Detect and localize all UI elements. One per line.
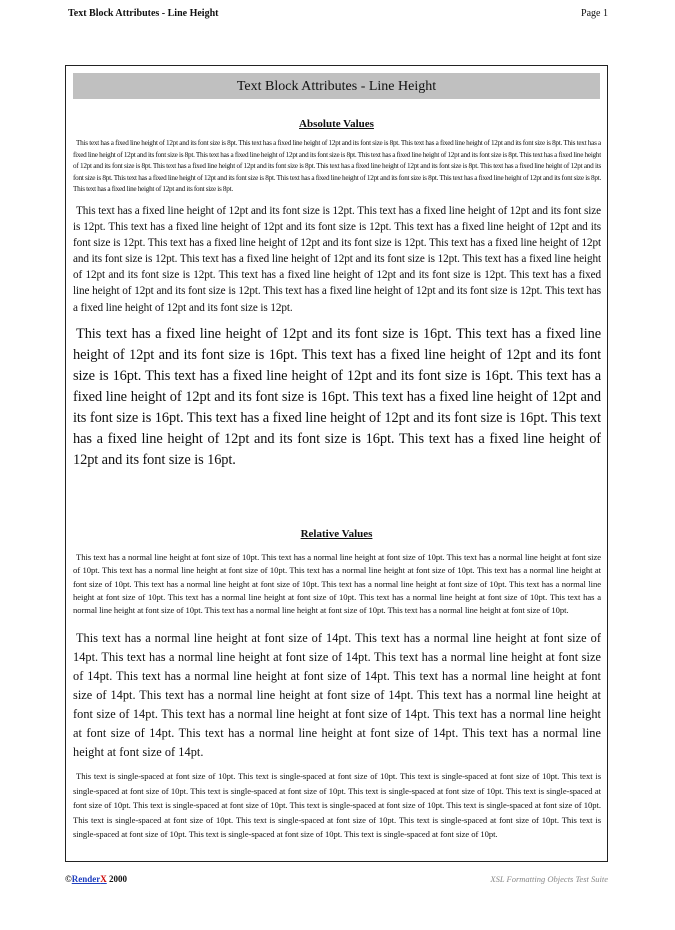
- brand-render: Render: [71, 874, 101, 884]
- footer-year: 2000: [106, 874, 127, 884]
- copyright-symbol: ©: [65, 874, 72, 884]
- renderx-link[interactable]: [72, 874, 107, 884]
- running-header-title: Text Block Attributes - Line Height: [68, 8, 219, 19]
- footer-suite-label: XSL Formatting Objects Test Suite: [490, 874, 608, 884]
- text-block-14pt-normal: This text has a normal line height at font size of 14pt. This text has a normal line height at font size of 14pt. This text has a normal line height at font size of 14pt. This text has a normal line height at font size of 14pt. This text has a normal line height at font size of 14pt. This text has a normal line height at font size of 14pt. This text has a normal line height at font size of 14pt. This text has a normal line height at font size of 14pt. This text has a normal line height at font size of 14pt. This text has a normal line height at font size of 14pt. This text has a normal line height at font size of 14pt. This text has a normal line height at font size of 14pt.: [73, 631, 601, 759]
- text-block-10pt-normal: This text has a normal line height at font size of 10pt. This text has a normal line height at font size of 10pt. This text has a normal line height at font size of 10pt. This text has a normal line height at font size of 10pt. This text has a normal line height at font size of 10pt. This text has a normal line height at font size of 10pt. This text has a normal line height at font size of 10pt. This text has a normal line height at font size of 10pt. This text has a normal line height at font size of 10pt. This text has a normal line height at font size of 10pt. This text has a normal line height at font size of 10pt. This text has a normal line height at font size of 10pt. This text has a normal line height at font size of 10pt. This text has a normal line height at font size of 10pt.: [73, 552, 601, 616]
- footer-copyright: [65, 874, 127, 884]
- section-heading-absolute: Absolute Values: [299, 118, 374, 130]
- page-title: Text Block Attributes - Line Height: [73, 73, 600, 99]
- text-block-12pt: This text has a fixed line height of 12pt and its font size is 12pt. This text has a fixed line height of 12pt and its font size is 12pt. This text has a fixed line height of 12pt and its font size is 12pt. This text has a fixed line height of 12pt and its font size is 12pt. This text has a fixed line height of 12pt and its font size is 12pt. This text has a fixed line height of 12pt and its font size is 12pt. This text has a fixed line height of 12pt and its font size is 12pt. This text has a fixed line height of 12pt and its font size is 12pt. This text has a fixed line height of 12pt and its font size is 12pt. This text has a fixed line height of 12pt and its font size is 12pt. This text has a fixed line height of 12pt and its font size is 12pt. This text has a fixed line height of 12pt and its font size is 12pt.: [73, 205, 601, 314]
- text-block-8pt: This text has a fixed line height of 12pt and its font size is 8pt. This text has a fixed line height of 12pt and its font size is 8pt. This text has a fixed line height of 12pt and its font size is 8pt. This text has a fixed line height of 12pt and its font size is 8pt. This text has a fixed line height of 12pt and its font size is 8pt. This text has a fixed line height of 12pt and its font size is 8pt. This text has a fixed line height of 12pt and its font size is 8pt. This text has a fixed line height of 12pt and its font size is 8pt. This text has a fixed line height of 12pt and its font size is 8pt. This text has a fixed line height of 12pt and its font size is 8pt. This text has a fixed line height of 12pt and its font size is 8pt. This text has a fixed line height of 12pt and its font size is 8pt. This text has a fixed line height of 12pt and its font size is 8pt. This text has a fixed line height of 12pt and its font size is 8pt.: [73, 139, 601, 194]
- page-number: Page 1: [581, 8, 608, 19]
- section-heading-relative: Relative Values: [300, 528, 373, 540]
- text-block-10pt-single: This text is single-spaced at font size of 10pt. This text is single-spaced at font size of 10pt. This text is single-spaced at font size of 10pt. This text is single-spaced at font size of 10pt. This text is single-spaced at font size of 10pt. This text is single-spaced at font size of 10pt. This text is single-spaced at font size of 10pt. This text is single-spaced at font size of 10pt. This text is single-spaced at font size of 10pt. This text is single-spaced at font size of 10pt. This text is single-spaced at font size of 10pt. This text is single-spaced at font size of 10pt. This text is single-spaced at font size of 10pt. This text is single-spaced at font size of 10pt. This text is single-spaced at font size of 10pt. This text is single-spaced at font size of 10pt.: [73, 771, 601, 839]
- text-block-16pt: This text has a fixed line height of 12pt and its font size is 16pt. This text has a fixed line height of 12pt and its font size is 16pt. This text has a fixed line height of 12pt and its font size is 16pt. This text has a fixed line height of 12pt and its font size is 16pt. This text has a fixed line height of 12pt and its font size is 16pt. This text has a fixed line height of 12pt and its font size is 16pt. This text has a fixed line height of 12pt and its font size is 16pt. This text has a fixed line height of 12pt and its font size is 16pt. This text has a fixed line height of 12pt and its font size is 16pt.: [73, 326, 601, 468]
- content-frame: [65, 65, 608, 862]
- brand-x: X: [100, 874, 107, 884]
